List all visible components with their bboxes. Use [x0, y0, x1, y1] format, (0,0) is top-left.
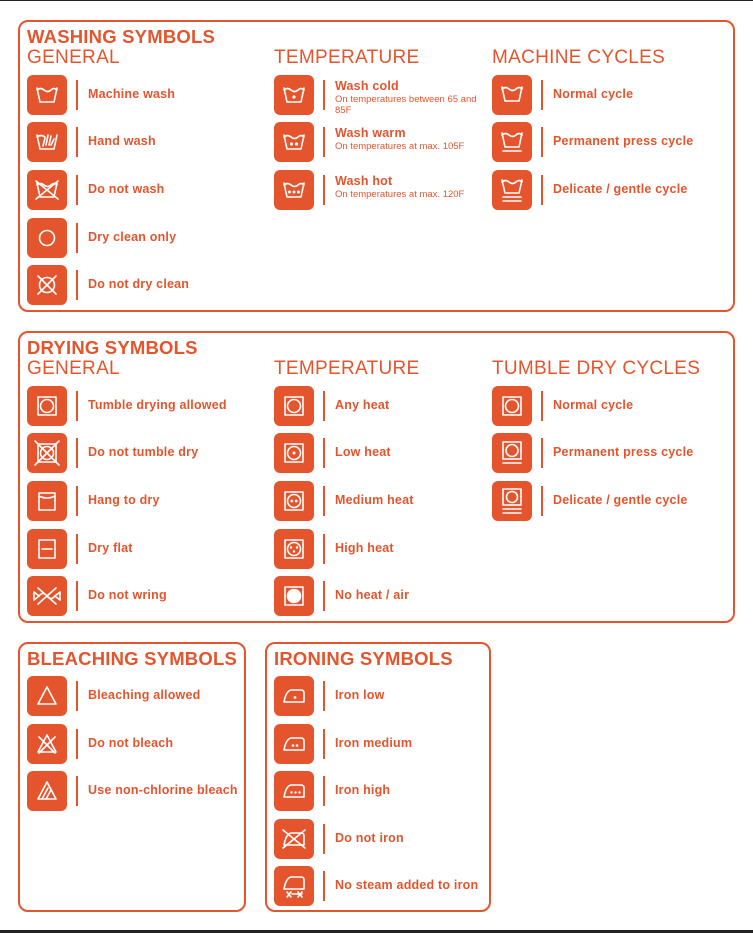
list-item	[27, 122, 257, 162]
list-item	[274, 866, 504, 906]
drying-section	[18, 331, 735, 623]
item-label: Permanent press cycle	[553, 134, 694, 148]
item-label: Do not bleach	[88, 736, 174, 750]
divider	[323, 581, 325, 611]
section-title: BLEACHING SYMBOLS	[27, 648, 237, 669]
item-label: Hand wash	[88, 134, 156, 148]
do-not-tumble-dry-icon	[27, 433, 67, 473]
item-note: On temperatures at max. 120F	[335, 189, 465, 200]
divider	[541, 391, 543, 421]
tumble-dry-one-dot-icon	[274, 433, 314, 473]
item-note: On temperatures at max. 105F	[335, 141, 465, 152]
divider	[323, 127, 325, 157]
list-item	[27, 676, 257, 716]
column-heading-machine-cycles: MACHINE CYCLES	[492, 47, 666, 68]
iron-one-dot-icon	[274, 676, 314, 716]
item-label: Do not wring	[88, 588, 167, 602]
hang-dry-icon	[27, 481, 67, 521]
list-item	[274, 576, 504, 616]
divider	[323, 175, 325, 205]
list-item	[27, 386, 257, 426]
tumble-dry-icon	[27, 386, 67, 426]
column-heading-temperature: TEMPERATURE	[274, 358, 420, 379]
item-label: No steam added to iron	[335, 878, 479, 892]
item-label: Permanent press cycle	[553, 445, 694, 459]
item-label: No heat / air	[335, 588, 410, 602]
item-label: Do not iron	[335, 831, 404, 845]
item-label: Medium heat	[335, 493, 414, 507]
list-item	[274, 170, 504, 210]
divider	[541, 175, 543, 205]
divider	[323, 80, 325, 110]
do-not-wring-icon	[27, 576, 67, 616]
item-label: Bleaching allowed	[88, 688, 201, 702]
section-title: WASHING SYMBOLS	[27, 26, 216, 47]
list-item	[27, 481, 257, 521]
item-label: Hang to dry	[88, 493, 160, 507]
column-heading-general: GENERAL	[27, 47, 120, 68]
list-item	[274, 724, 504, 764]
divider	[76, 438, 78, 468]
divider	[541, 486, 543, 516]
list-item	[27, 724, 257, 764]
tumble-dry-two-bars-icon	[492, 481, 532, 521]
divider	[323, 534, 325, 564]
item-note: On temperatures between 65 and 85F	[335, 94, 477, 116]
divider	[76, 776, 78, 806]
list-item	[492, 75, 722, 115]
list-item	[274, 75, 504, 115]
list-item	[492, 170, 722, 210]
divider	[76, 80, 78, 110]
divider	[323, 729, 325, 759]
item-label: Use non-chlorine bleach	[88, 783, 238, 797]
washtub-two-dots-icon	[274, 122, 314, 162]
divider	[76, 729, 78, 759]
do-not-wash-icon	[27, 170, 67, 210]
divider	[76, 681, 78, 711]
divider	[76, 223, 78, 253]
washtub-icon	[492, 75, 532, 115]
divider	[76, 391, 78, 421]
list-item	[274, 819, 504, 859]
list-item	[27, 218, 257, 258]
item-label: Wash warm	[335, 126, 406, 140]
item-label: Do not dry clean	[88, 277, 190, 291]
divider	[323, 391, 325, 421]
list-item	[274, 771, 504, 811]
tumble-dry-icon	[274, 386, 314, 426]
circle-icon	[27, 218, 67, 258]
tumble-dry-icon	[492, 386, 532, 426]
list-item	[27, 75, 257, 115]
item-label: Low heat	[335, 445, 391, 459]
divider	[541, 127, 543, 157]
divider	[76, 127, 78, 157]
item-label: Any heat	[335, 398, 390, 412]
item-label: Delicate / gentle cycle	[553, 493, 688, 507]
tumble-dry-one-bar-icon	[492, 433, 532, 473]
section-title: DRYING SYMBOLS	[27, 337, 198, 358]
divider	[323, 438, 325, 468]
item-label: High heat	[335, 541, 394, 555]
do-not-iron-icon	[274, 819, 314, 859]
item-label: Tumble drying allowed	[88, 398, 227, 412]
list-item	[27, 771, 257, 811]
list-item	[492, 122, 722, 162]
list-item	[27, 170, 257, 210]
item-label: Do not tumble dry	[88, 445, 199, 459]
divider	[76, 486, 78, 516]
item-label: Dry flat	[88, 541, 133, 555]
item-label: Normal cycle	[553, 398, 634, 412]
striped-triangle-icon	[27, 771, 67, 811]
crossed-circle-icon	[27, 265, 67, 305]
item-label: Machine wash	[88, 87, 176, 101]
list-item	[492, 386, 722, 426]
item-label: Dry clean only	[88, 230, 177, 244]
list-item	[274, 676, 504, 716]
crossed-triangle-icon	[27, 724, 67, 764]
item-label: Wash hot	[335, 174, 393, 188]
washtub-one-dot-icon	[274, 75, 314, 115]
hand-wash-icon	[27, 122, 67, 162]
list-item	[274, 481, 504, 521]
washtub-icon	[27, 75, 67, 115]
list-item	[27, 529, 257, 569]
list-item	[274, 386, 504, 426]
top-border	[0, 0, 753, 1]
triangle-icon	[27, 676, 67, 716]
tumble-dry-two-dots-icon	[274, 481, 314, 521]
iron-three-dots-icon	[274, 771, 314, 811]
divider	[323, 486, 325, 516]
list-item	[27, 576, 257, 616]
list-item	[274, 529, 504, 569]
item-label: Iron medium	[335, 736, 413, 750]
tumble-dry-filled-icon	[274, 576, 314, 616]
column-heading-tumble-dry-cycles: TUMBLE DRY CYCLES	[492, 358, 701, 379]
list-item	[274, 433, 504, 473]
item-label: Delicate / gentle cycle	[553, 182, 688, 196]
washing-section	[18, 20, 735, 312]
list-item	[492, 481, 722, 521]
dry-flat-icon	[27, 529, 67, 569]
item-label: Iron high	[335, 783, 391, 797]
list-item	[274, 122, 504, 162]
item-label: Do not wash	[88, 182, 165, 196]
tumble-dry-three-dots-icon	[274, 529, 314, 569]
item-label: Wash cold	[335, 79, 399, 93]
divider	[76, 175, 78, 205]
column-heading-general: GENERAL	[27, 358, 120, 379]
column-heading-temperature: TEMPERATURE	[274, 47, 420, 68]
washtub-three-dots-icon	[274, 170, 314, 210]
divider	[541, 438, 543, 468]
divider	[76, 270, 78, 300]
list-item	[492, 433, 722, 473]
bleaching-section	[18, 642, 246, 912]
divider	[541, 80, 543, 110]
list-item	[27, 433, 257, 473]
divider	[323, 776, 325, 806]
item-label: Iron low	[335, 688, 385, 702]
no-steam-iron-icon	[274, 866, 314, 906]
divider	[323, 681, 325, 711]
item-label: Normal cycle	[553, 87, 634, 101]
divider	[76, 581, 78, 611]
washtub-two-bars-icon	[492, 170, 532, 210]
section-title: IRONING SYMBOLS	[274, 648, 453, 669]
washtub-one-bar-icon	[492, 122, 532, 162]
iron-two-dots-icon	[274, 724, 314, 764]
divider	[323, 871, 325, 901]
list-item	[27, 265, 257, 305]
divider	[323, 824, 325, 854]
ironing-section	[265, 642, 491, 912]
divider	[76, 534, 78, 564]
